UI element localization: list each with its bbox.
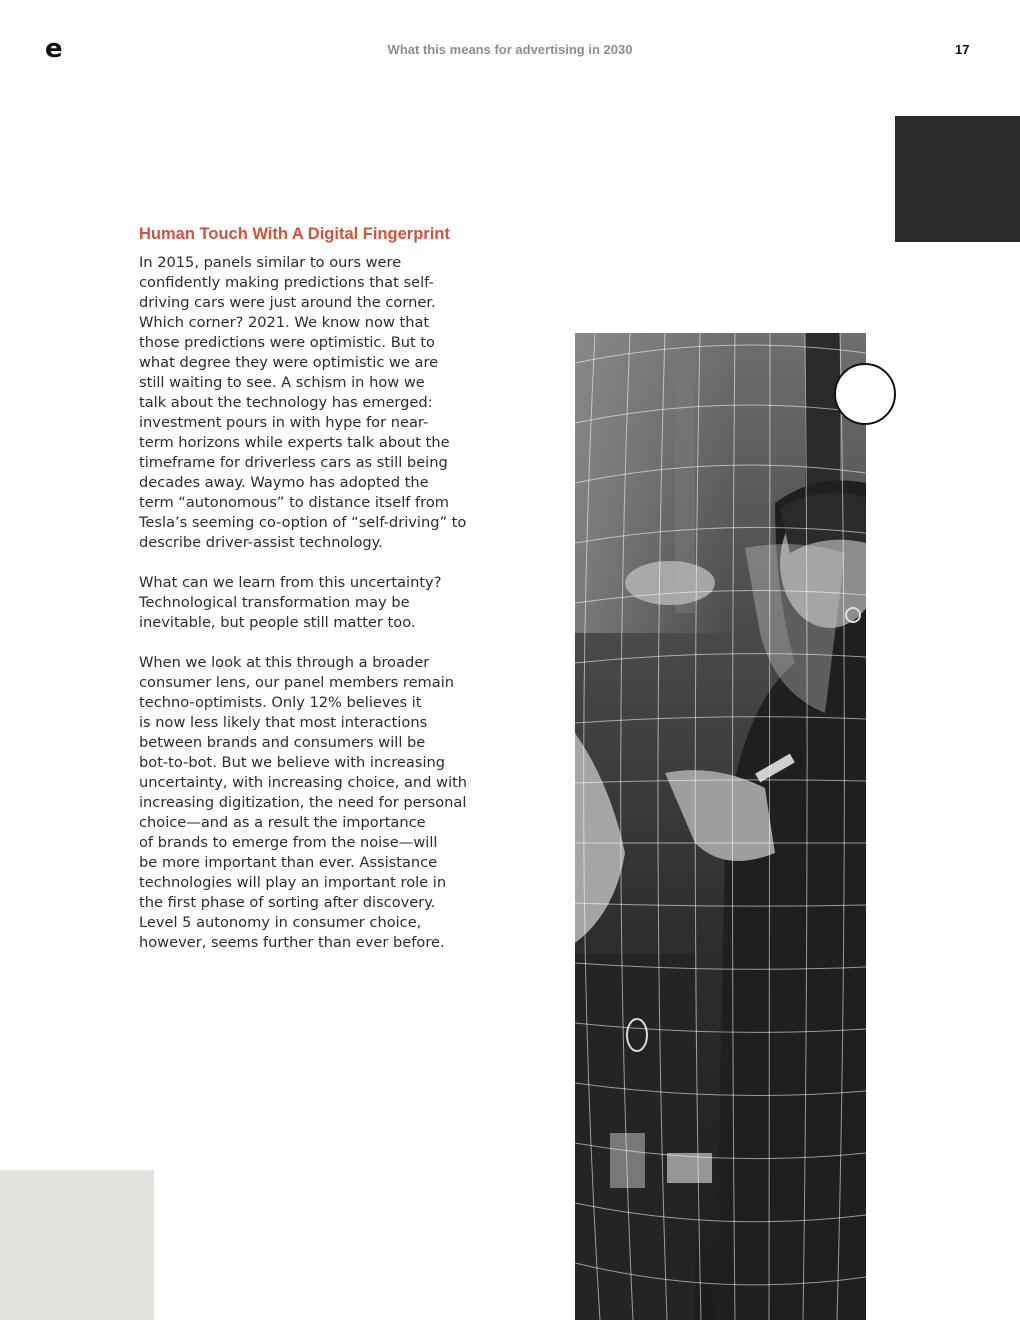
decorative-circle-marker (834, 363, 896, 425)
running-header-title: What this means for advertising in 2030 (387, 42, 633, 57)
page-number: 17 (955, 42, 970, 57)
paragraph-2: What can we learn from this uncertainty? Technological transformation may be inevitable, but people still matter too. (139, 574, 442, 631)
brand-logo: e (45, 34, 63, 64)
paragraph-1: In 2015, panels similar to ours were confidently making predictions that self- driving cars were just around the corner. Which corner? 2021. We know now that those predictions were optimistic. But to what degree they were optimistic we are still waiting to see. A schism in how we talk about the technology has emerged: investment pours in with hype for near- term horizons while experts talk about the timeframe for driverless cars as still being decades away. Waymo has adopted the term “autonomous” to distance itself from Tesla’s seeming co-option of “self-driving” to describe driver-assist technology. (139, 254, 467, 551)
section-title: Human Touch With A Digital Fingerprint (139, 225, 450, 243)
decorative-dark-block (895, 116, 1020, 242)
decorative-grey-block (0, 1170, 154, 1320)
photo-masked-shoppers-grid (575, 333, 866, 1320)
article-body (139, 253, 499, 973)
paragraph-3: When we look at this through a broader consumer lens, our panel members remain techno-optimists. Only 12% believes it is now less likely that most interactions between brands and consumers will be bot-to-bot. But we believe with increasing uncertainty, with increasing choice, and with increasing digitization, the need for personal choice—and as a result the importance of brands to emerge from the noise—will be more important than ever. Assistance technologies will play an important role in the first phase of sorting after discovery. Level 5 autonomy in consumer choice, however, seems further than ever before. (139, 654, 468, 951)
